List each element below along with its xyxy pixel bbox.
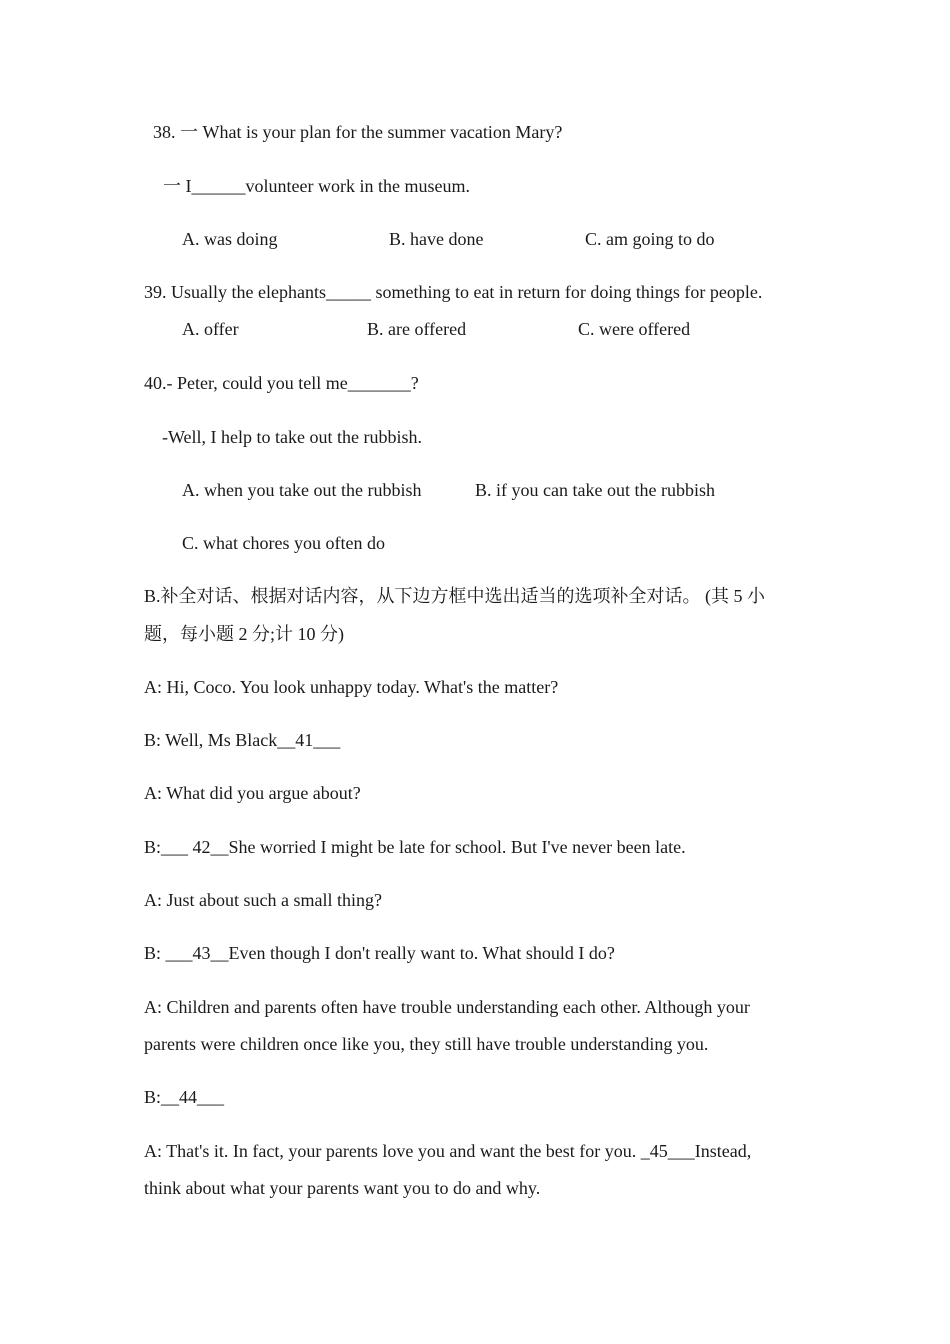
question-38-option-a: A. was doing bbox=[182, 229, 278, 249]
dialogue-line: B:__44___ bbox=[144, 1087, 225, 1107]
question-40-prompt: 40.- Peter, could you tell me_______? bbox=[144, 373, 419, 393]
question-38-response: 一 I______volunteer work in the museum. bbox=[163, 176, 470, 196]
question-38-option-c: C. am going to do bbox=[585, 229, 715, 249]
dialogue-line: A: Hi, Coco. You look unhappy today. What's the matter? bbox=[144, 677, 559, 697]
dialogue-line: B:___ 42__She worried I might be late for school. But I've never been late. bbox=[144, 837, 686, 857]
question-40-option-a: A. when you take out the rubbish bbox=[182, 480, 422, 500]
section-b-instruction-line-2: 题，每小题 2 分;计 10 分) bbox=[144, 624, 344, 644]
dialogue-line: parents were children once like you, they still have trouble understanding you. bbox=[144, 1034, 709, 1054]
dialogue-line: B: ___43__Even though I don't really want to. What should I do? bbox=[144, 943, 615, 963]
question-39-prompt: 39. Usually the elephants_____ something to eat in return for doing things for people. bbox=[144, 282, 763, 302]
dialogue-line: A: Just about such a small thing? bbox=[144, 890, 382, 910]
question-39-option-a: A. offer bbox=[182, 319, 239, 339]
section-b-instruction-line-1: B.补全对话、根据对话内容，从下边方框中选出适当的选项补全对话。 (其 5 小 bbox=[144, 586, 765, 606]
dialogue-line: A: That's it. In fact, your parents love you and want the best for you. _45___Instead, bbox=[144, 1141, 752, 1161]
question-40-option-b: B. if you can take out the rubbish bbox=[475, 480, 715, 500]
dialogue-line: A: What did you argue about? bbox=[144, 783, 361, 803]
question-38-option-b: B. have done bbox=[389, 229, 484, 249]
question-39-option-b: B. are offered bbox=[367, 319, 467, 339]
question-40-option-c: C. what chores you often do bbox=[182, 533, 385, 553]
question-39-option-c: C. were offered bbox=[578, 319, 691, 339]
dialogue-line: think about what your parents want you to do and why. bbox=[144, 1178, 541, 1198]
question-38-prompt: 38. 一 What is your plan for the summer vacation Mary? bbox=[153, 122, 563, 142]
dialogue-line: A: Children and parents often have trouble understanding each other. Although your bbox=[144, 997, 750, 1017]
question-40-response: -Well, I help to take out the rubbish. bbox=[162, 427, 422, 447]
dialogue-line: B: Well, Ms Black__41___ bbox=[144, 730, 341, 750]
